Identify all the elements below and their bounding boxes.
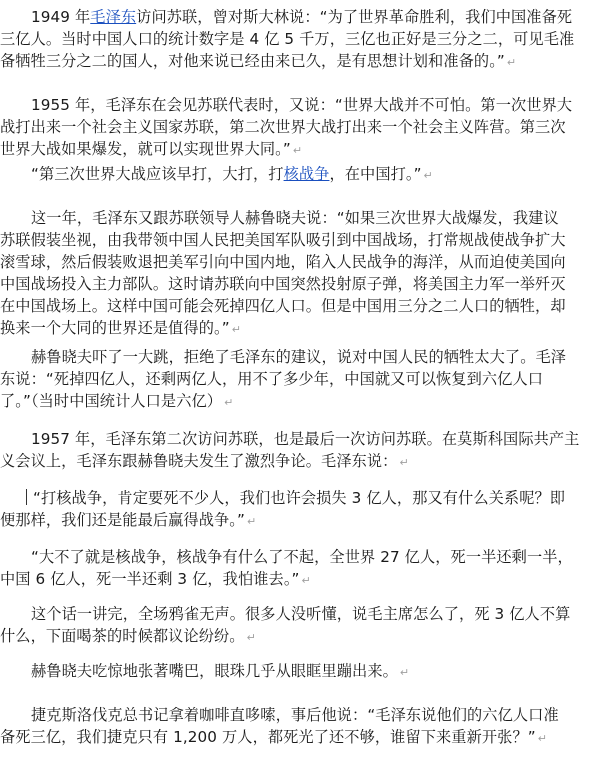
text: 三亿人。当时中国人口的统计数字是 4 亿 5 千万，三亿也正好是三分之二，可见毛准 bbox=[0, 30, 575, 48]
line bbox=[0, 317, 606, 339]
line bbox=[0, 603, 606, 625]
return-mark-icon: ↵ bbox=[423, 169, 433, 182]
text: 义会议上，毛泽东跟赫鲁晓夫发生了激烈争论。毛泽东说： bbox=[0, 452, 398, 470]
text: 捷克斯洛伐克总书记拿着咖啡直哆嗦，事后他说：“毛泽东说他们的六亿人口准 bbox=[31, 706, 559, 724]
text: 赫鲁晓夫吓了一大跳，拒绝了毛泽东的建议，说对中国人民的牺牲太大了。毛泽 bbox=[31, 348, 567, 366]
text: ，在中国打。” bbox=[329, 165, 422, 183]
line bbox=[0, 207, 606, 229]
text: 1949 年 bbox=[31, 8, 91, 26]
line bbox=[0, 450, 606, 472]
return-mark-icon: ↵ bbox=[399, 456, 409, 469]
line bbox=[0, 273, 606, 295]
cursor-bar bbox=[26, 489, 27, 505]
text: 中国 6 亿人，死一半还剩 3 亿，我怕谁去。” bbox=[0, 570, 300, 588]
return-mark-icon: ↵ bbox=[292, 144, 303, 157]
return-mark-icon: ↵ bbox=[231, 323, 242, 336]
paragraph-2 bbox=[0, 94, 606, 160]
line bbox=[0, 660, 606, 682]
line bbox=[0, 428, 606, 450]
return-mark-icon: ↵ bbox=[399, 666, 410, 679]
line bbox=[0, 625, 606, 647]
link-mao[interactable]: 毛泽东 bbox=[90, 8, 137, 26]
text: 在中国战场上。这样中国可能会死掉四亿人口。但是中国用三分之二人口的牺牲，却 bbox=[0, 297, 566, 315]
line bbox=[0, 346, 606, 368]
paragraph-1 bbox=[0, 6, 606, 72]
text: “打核战争，肯定要死不少人，我们也许会损失 3 亿人，那又有什么关系呢？即 bbox=[33, 489, 566, 507]
line bbox=[0, 6, 606, 28]
text: 换来一个大同的世界还是值得的。” bbox=[0, 319, 230, 337]
paragraph-9 bbox=[0, 603, 606, 647]
text: 便那样，我们还是能最后赢得战争。” bbox=[0, 511, 245, 529]
return-mark-icon: ↵ bbox=[224, 396, 234, 409]
paragraph-10 bbox=[0, 660, 606, 682]
return-mark-icon: ↵ bbox=[246, 631, 256, 644]
text: 什么，下面喝茶的时候都议论纷纷。 bbox=[0, 627, 245, 645]
text: 这一年，毛泽东又跟苏联领导人赫鲁晓夫说：“如果三次世界大战爆发，我建议 bbox=[31, 209, 559, 227]
line bbox=[0, 726, 606, 748]
line bbox=[0, 138, 606, 160]
text: 了。”（当时中国统计人口是六亿） bbox=[0, 392, 223, 410]
line bbox=[0, 251, 606, 273]
text: 战打出来一个社会主义国家苏联，第二次世界大战打出来一个社会主义阵营。第三次 bbox=[0, 118, 566, 136]
return-mark-icon: ↵ bbox=[537, 732, 548, 745]
line bbox=[0, 704, 606, 726]
line bbox=[0, 28, 606, 50]
text: 备牺牲三分之二的国人，对他来说已经由来已久，是有思想计划和准备的。” bbox=[0, 52, 505, 70]
text: 1955 年，毛泽东在会见苏联代表时，又说：“世界大战并不可怕。第一次世界大 bbox=[31, 96, 573, 114]
paragraph-7 bbox=[0, 487, 606, 531]
line bbox=[0, 390, 606, 412]
paragraph-3 bbox=[0, 163, 606, 185]
line bbox=[0, 546, 606, 568]
line bbox=[0, 229, 606, 251]
paragraph-8 bbox=[0, 546, 606, 590]
text: 赫鲁晓夫吃惊地张著嘴巴，眼珠几乎从眼眶里蹦出来。 bbox=[31, 662, 398, 680]
text: “大不了就是核战争，核战争有什么了不起，全世界 27 亿人，死一半还剩一半， bbox=[31, 548, 573, 566]
link-nuclear-war[interactable]: 核战争 bbox=[283, 165, 330, 183]
paragraph-6 bbox=[0, 428, 606, 472]
text: 1957 年，毛泽东第二次访问苏联，也是最后一次访问苏联。在莫斯科国际共产主 bbox=[31, 430, 580, 448]
text: 访问苏联，曾对斯大林说：“为了世界革命胜利，我们中国准备死 bbox=[136, 8, 573, 26]
line bbox=[0, 163, 606, 185]
line bbox=[0, 50, 606, 72]
text: 苏联假装坐视，由我带领中国人民把美国军队吸引到中国战场，打常规战使战争扩大 bbox=[0, 231, 566, 249]
text: 中国战场投入主力部队。这时请苏联向中国突然投射原子弹，将美国主力军一举歼灭 bbox=[0, 275, 566, 293]
paragraph-5 bbox=[0, 346, 606, 412]
line bbox=[0, 368, 606, 390]
text: 滚雪球，然后假装败退把美军引向中国内地，陷入人民战争的海洋，从而迫使美国向 bbox=[0, 253, 566, 271]
text: 备死三亿，我们捷克只有 1,200 万人，都死光了还不够，谁留下来重新开张？” bbox=[0, 728, 536, 746]
return-mark-icon: ↵ bbox=[246, 515, 257, 528]
paragraph-11 bbox=[0, 704, 606, 748]
return-mark-icon: ↵ bbox=[301, 574, 311, 587]
text: 世界大战如果爆发，就可以实现世界大同。” bbox=[0, 140, 291, 158]
text: 这个话一讲完，全场鸦雀无声。很多人没听懂，说毛主席怎么了，死 3 亿人不算 bbox=[31, 605, 571, 623]
line bbox=[0, 116, 606, 138]
text: 东说：“死掉四亿人，还剩两亿人，用不了多少年，中国就又可以恢复到六亿人口 bbox=[0, 370, 544, 388]
line bbox=[0, 295, 606, 317]
line bbox=[0, 509, 606, 531]
line bbox=[0, 487, 606, 509]
line bbox=[0, 568, 606, 590]
paragraph-4 bbox=[0, 207, 606, 339]
text: “第三次世界大战应该早打，大打，打 bbox=[31, 165, 284, 183]
line bbox=[0, 94, 606, 116]
return-mark-icon: ↵ bbox=[506, 56, 517, 69]
